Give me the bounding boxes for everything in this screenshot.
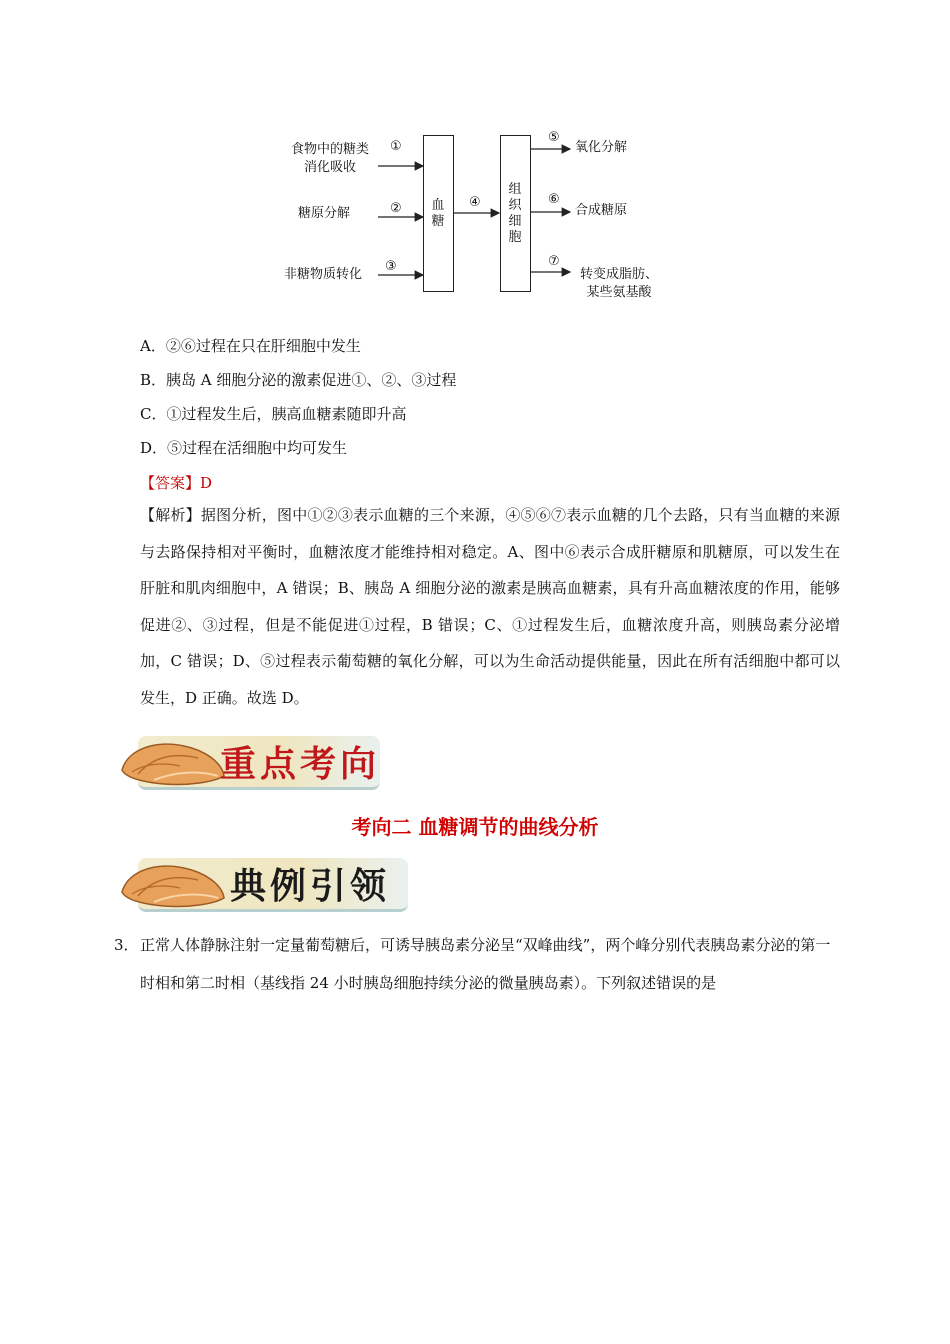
mark-7: ⑦ bbox=[548, 254, 560, 269]
option-b: B．胰岛 A 细胞分泌的激素促进①、②、③过程 bbox=[140, 371, 457, 389]
dest-oxidation-label: 氧化分解 bbox=[575, 140, 628, 155]
option-d: D．⑤过程在活细胞中均可发生 bbox=[140, 439, 348, 457]
mark-4: ④ bbox=[469, 195, 481, 210]
analysis-label: 【解析】 bbox=[140, 506, 201, 524]
mark-6: ⑥ bbox=[548, 192, 560, 207]
source-food-label: 食物中的糖类 消化吸收 bbox=[290, 142, 369, 175]
answer-value: D bbox=[200, 474, 213, 492]
analysis-paragraph bbox=[140, 497, 840, 716]
example-guide-banner bbox=[118, 852, 408, 918]
example-guide-title: 典例引领 bbox=[230, 865, 391, 907]
option-a: A．②⑥过程在只在肝细胞中发生 bbox=[140, 337, 361, 355]
blood-glucose-diagram bbox=[0, 0, 950, 320]
analysis-text: 据图分析，图中①②③表示血糖的三个来源，④⑤⑥⑦表示血糖的几个去路，只有当血糖的来源与去路保持相对平衡时，血糖浓度才能维持相对稳定。A、图中⑥表示合成肝糖原和肌糖原，可以发生在肝脏和肌肉细胞中，A 错误；B、胰岛 A 细胞分泌的激素是胰高血糖素，具有升高血糖浓度的作用，能够促进②、③过程，但是不能促进①过程，B 错误；C、①过程发生后，血糖浓度升高，则胰岛素分泌增加，C 错误；D、⑤过程表示葡萄糖的氧化分解，可以为生命活动提供能量，因此在所有活细胞中都可以发生，D 正确。故选 D。 bbox=[140, 506, 840, 707]
answer-line bbox=[140, 472, 212, 493]
tissue-cell-box bbox=[500, 135, 531, 292]
mark-5: ⑤ bbox=[548, 130, 560, 145]
mark-1: ① bbox=[390, 139, 402, 154]
mark-3: ③ bbox=[385, 259, 397, 274]
key-direction-banner bbox=[118, 730, 380, 796]
question-3 bbox=[114, 926, 844, 992]
source-nonsugar-label: 非糖物质转化 bbox=[284, 267, 363, 282]
blood-glucose-label: 血糖 bbox=[431, 198, 445, 229]
source-glycogen-label: 糖原分解 bbox=[298, 206, 351, 221]
dest-glycogen-label: 合成糖原 bbox=[575, 203, 628, 218]
question-text: 正常人体静脉注射一定量葡萄糖后，可诱导胰岛素分泌呈“双峰曲线”，两个峰分别代表胰岛素分泌的第一时相和第二时相（基线指 24 小时胰岛细胞持续分泌的微量胰岛素）。下列叙述错误的是 bbox=[140, 936, 831, 992]
tissue-cell-label: 组织细胞 bbox=[508, 182, 522, 245]
option-c: C．①过程发生后，胰高血糖素随即升高 bbox=[140, 405, 407, 423]
question-number: 3． bbox=[114, 936, 139, 954]
seashell-icon bbox=[118, 736, 228, 790]
answer-label: 【答案】 bbox=[140, 474, 201, 492]
mark-2: ② bbox=[390, 201, 402, 216]
seashell-icon bbox=[118, 858, 228, 912]
key-direction-title: 重点考向 bbox=[220, 743, 381, 785]
section-title: 考向二 血糖调节的曲线分析 bbox=[351, 815, 599, 839]
diagram-arrows bbox=[0, 0, 950, 320]
blood-glucose-box bbox=[423, 135, 454, 292]
dest-fat-label: 转变成脂肪、 某些氨基酸 bbox=[580, 267, 659, 300]
